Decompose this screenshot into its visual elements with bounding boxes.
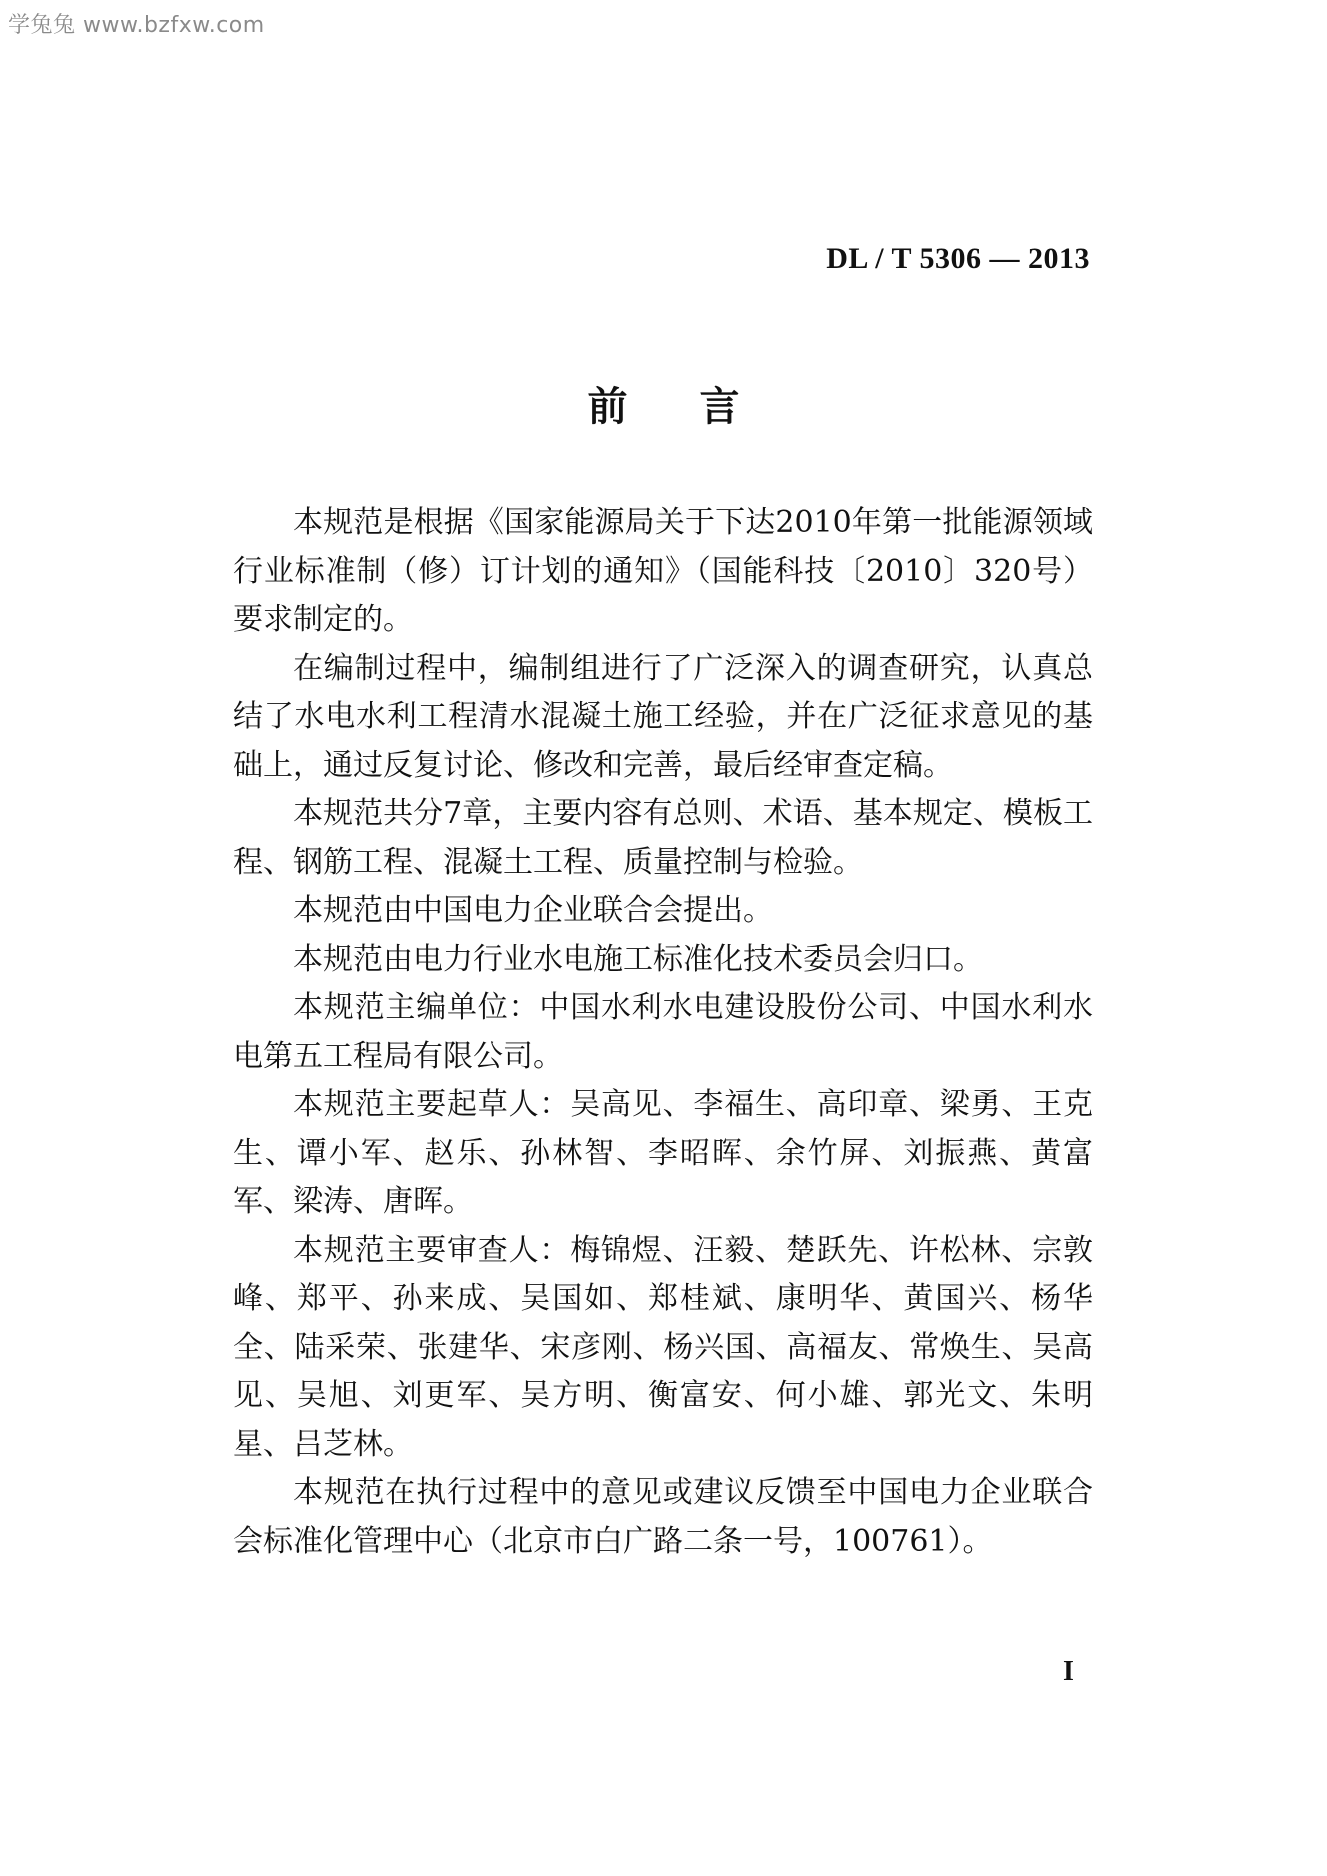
paragraph-chief-editors: 本规范主编单位：中国水利水电建设股份公司、中国水利水电第五工程局有限公司。	[233, 990, 1093, 1074]
paragraph-proposer: 本规范由中国电力企业联合会提出。	[293, 893, 773, 928]
paragraph-drafters: 本规范主要起草人：吴高见、李福生、高印章、梁勇、王克生、谭小军、赵乐、孙林智、李昭晖、余竹屏、刘振燕、黄富军、梁涛、唐晖。	[233, 1087, 1093, 1219]
paragraph-basis: 本规范是根据《国家能源局关于下达2010年第一批能源领域行业标准制（修）订计划的通知》（国能科技〔2010〕320号）要求制定的。	[233, 505, 1093, 637]
paragraph-contents: 本规范共分7章，主要内容有总则、术语、基本规定、模板工程、钢筋工程、混凝土工程、质量控制与检验。	[233, 796, 1093, 880]
paragraph-feedback: 本规范在执行过程中的意见或建议反馈至中国电力企业联合会标准化管理中心（北京市白广路二条一号，100761）。	[233, 1475, 1093, 1559]
page-number: I	[1063, 1656, 1074, 1687]
preface-body	[233, 499, 1093, 1566]
paragraph-reviewers: 本规范主要审查人：梅锦煜、汪毅、楚跃先、许松林、宗敦峰、郑平、孙来成、吴国如、郑桂斌、康明华、黄国兴、杨华全、陆采荣、张建华、宋彦刚、杨兴国、高福友、常焕生、吴高见、吴旭、刘更军、吴方明、衡富安、何小雄、郭光文、朱明星、吕芝林。	[233, 1232, 1093, 1462]
standard-code: DL / T 5306 — 2013	[826, 242, 1090, 275]
paragraph-administrator: 本规范由电力行业水电施工标准化技术委员会归口。	[293, 941, 983, 977]
paragraph-process: 在编制过程中，编制组进行了广泛深入的调查研究，认真总结了水电水利工程清水混凝土施工经验，并在广泛征求意见的基础上，通过反复讨论、修改和完善，最后经审查定稿。	[233, 650, 1093, 783]
page-title: 前言	[587, 383, 812, 430]
watermark-text: 学兔兔 www.bzfxw.com	[8, 13, 265, 38]
